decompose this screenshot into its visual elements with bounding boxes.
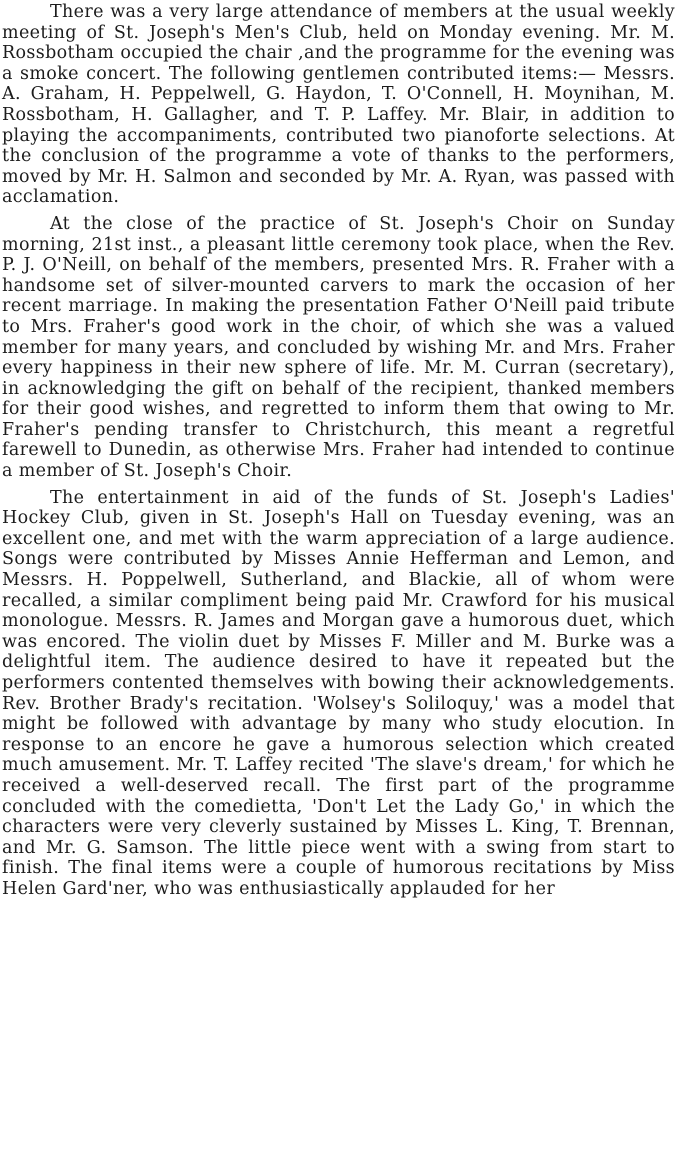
article-paragraph-choir-presentation: At the close of the practice of St. Joseph's Choir on Sunday morning, 21st inst., a pleasant little ceremony took place, when the Rev. P. J. O'Neill, on behalf of the members, presented Mrs. R. Fraher with a handsome set of silver-mounted carvers to mark the occasion of her recent marriage. In making the presentation Father O'Neill paid tribute to Mrs. Fraher's good work in the choir, of which she was a valued member for many years, and concluded by wishing Mr. and Mrs. Fraher every happiness in their new sphere of life. Mr. M. Curran (secretary), in acknowledging the gift on behalf of the recipient, thanked members for their good wishes, and regretted to inform them that owing to Mr. Fraher's pending transfer to Christchurch, this meant a regretful farewell to Dunedin, as otherwise Mrs. Fraher had intended to continue a member of St. Joseph's Choir.: [2, 213, 675, 482]
article-paragraph-hockey-club-entertainment: The entertainment in aid of the funds of St. Joseph's Ladies' Hockey Club, given in St. Joseph's Hall on Tuesday evening, was an excellent one, and met with the warm appreciation of a large audience. Songs were contributed by Misses Annie Hefferman and Lemon, and Messrs. H. Poppelwell, Sutherland, and Blackie, all of whom were recalled, a similar compliment being paid Mr. Crawford for his musical monologue. Messrs. R. James and Morgan gave a humorous duet, which was encored. The violin duet by Misses F. Miller and M. Burke was a delightful item. The audience desired to have it repeated but the performers contented themselves with bowing their acknowledgements. Rev. Brother Brady's recitation. 'Wolsey's Soliloquy,' was a model that might be followed with advantage by many who study elocution. In response to an encore he gave a humorous selection which created much amusement. Mr. T. Laffey recited 'The slave's dream,' for which he received a well-deserved recall. The first part of the programme concluded with the comedietta, 'Don't Let the Lady Go,' in which the characters were very cleverly sustained by Misses L. King, T. Brennan, and Mr. G. Samson. The little piece went with a swing from start to finish. The final items were a couple of humorous recitations by Miss Helen Gard'ner, who was enthusiastically applauded for her: [2, 487, 675, 899]
article-paragraph-mens-club: There was a very large attendance of members at the usual weekly meeting of St. Joseph's Men's Club, held on Monday evening. Mr. M. Rossbotham occupied the chair ,and the programme for the evening was a smoke concert. The following gentlemen contributed items:— Messrs. A. Graham, H. Peppelwell, G. Haydon, T. O'Connell, H. Moynihan, M. Rossbotham, H. Gallagher, and T. P. Laffey. Mr. Blair, in addition to playing the accompaniments, contributed two pianoforte selections. At the conclusion of the programme a vote of thanks to the performers, moved by Mr. H. Salmon and seconded by Mr. A. Ryan, was passed with acclamation.: [2, 2, 675, 208]
